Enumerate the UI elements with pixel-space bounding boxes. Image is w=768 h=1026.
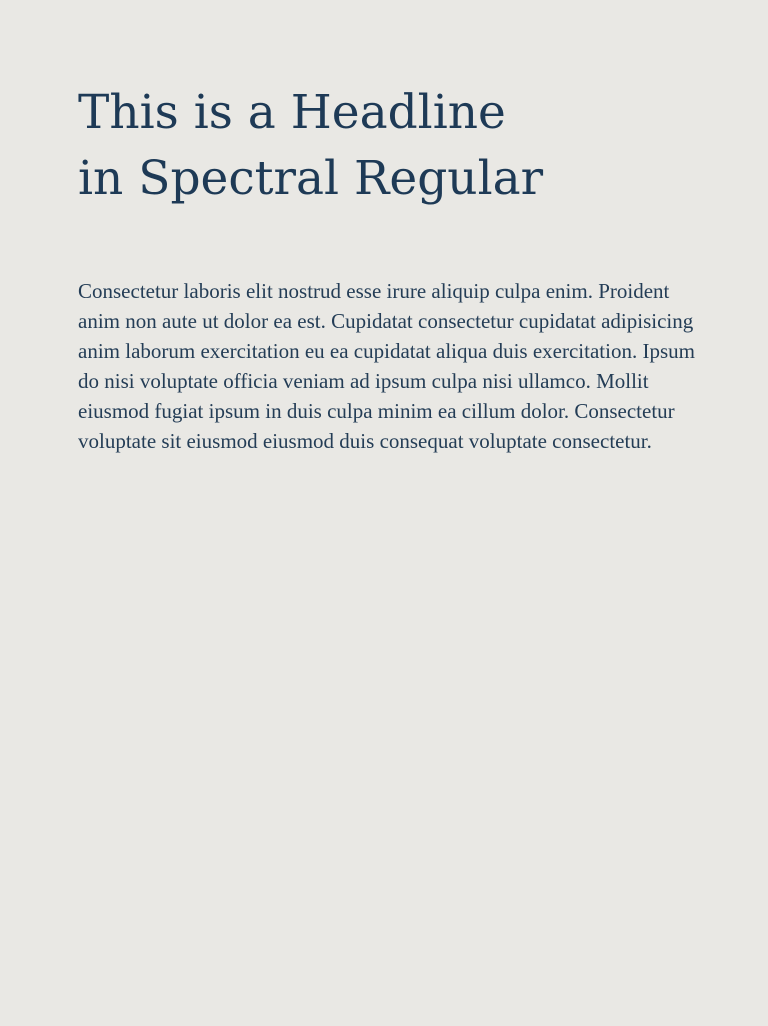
document-page <box>78 0 698 456</box>
page-headline <box>78 0 698 212</box>
headline-line-1: This is a Headline <box>78 85 506 140</box>
headline-line-2: in Spectral Regular <box>78 151 544 206</box>
body-paragraph: Consectetur laboris elit nostrud esse irure aliquip culpa enim. Proident anim non aute ut dolor ea est. Cupidatat consectetur cupidatat adipisicing anim laborum exercitation eu ea cupidatat aliqua duis exercitation. Ipsum do nisi voluptate officia veniam ad ipsum culpa nisi ullamco. Mollit eiusmod fugiat ipsum in duis culpa minim ea cillum dolor. Consectetur voluptate sit eiusmod eiusmod duis consequat voluptate consectetur. <box>78 279 695 453</box>
